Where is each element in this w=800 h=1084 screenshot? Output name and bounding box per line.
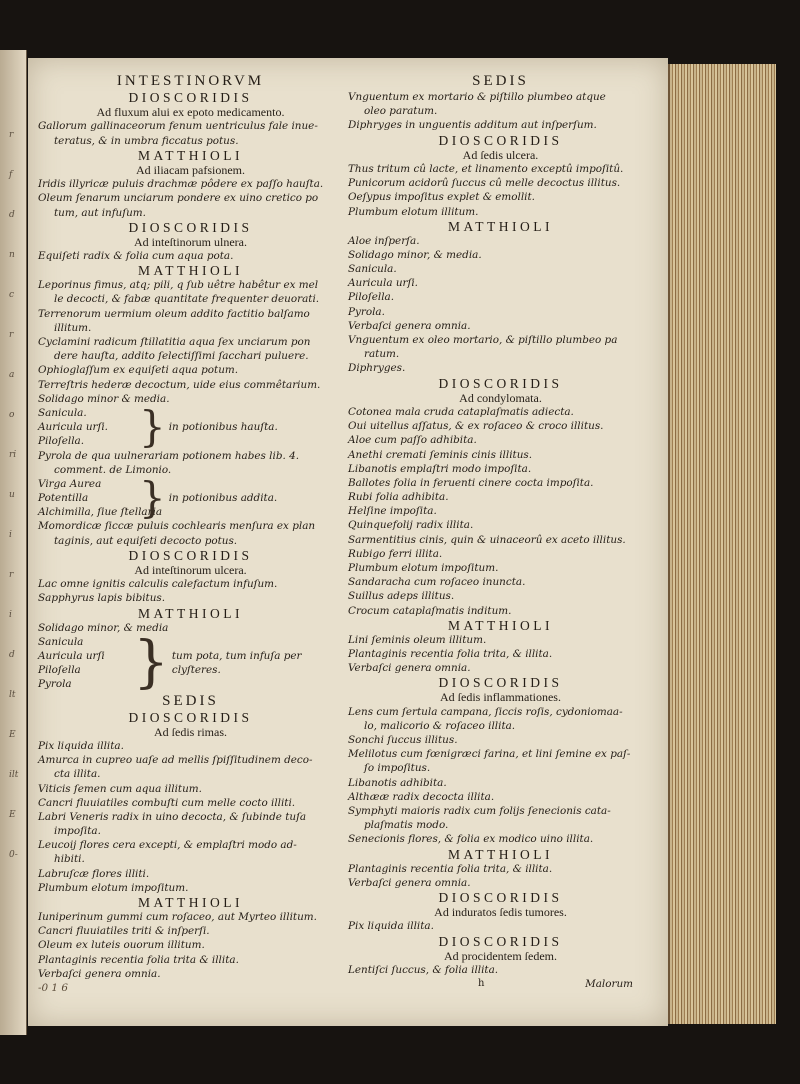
author-heading: DIOSCORIDIS (438, 889, 563, 905)
remedy-line: Aloe inſperſa. (348, 234, 420, 247)
remedy-line: Diphryges. (348, 362, 406, 375)
remedy-line: Suillus adeps illitus. (348, 590, 455, 603)
author-heading: DIOSCORIDIS (438, 933, 563, 949)
margin-fragment: r (9, 570, 14, 580)
margin-fragment: a (9, 370, 15, 380)
brace-icon: } (139, 473, 166, 523)
remedy-line: Senecionis flores, & folia ex modico uino illita. (348, 833, 594, 846)
remedy-line: Sandaracha cum roſaceo inuncta. (348, 576, 526, 589)
margin-fragment: r (9, 130, 14, 140)
remedy-line: Althææ radix decocta illita. (348, 790, 495, 803)
remedy-line: Sapphyrus lapis bibitus. (38, 592, 166, 605)
brace-icon: } (133, 630, 169, 696)
remedy-line: Ballotes folia in feruenti cinere cocta impoſita. (348, 476, 594, 489)
remedy-line: Sarmentitius cinis, quin & uinaceorû ex aceto illitus. (348, 533, 626, 546)
margin-fragment: ilt (9, 770, 19, 780)
section-heading: Ad inteſtinorum ulnera. (134, 234, 247, 249)
section-heading: Ad induratos ſedis tumores. (434, 904, 567, 919)
remedy-line: Plantaginis recentia folia trita & illita. (38, 953, 239, 966)
remedy-line: Plantaginis recentia folia trita, & illita. (348, 862, 553, 875)
remedy-line: Leucoij flores cera excepti, & emplaſtri modo ad- (38, 839, 297, 852)
remedy-continuation: le decocti, & fabæ quantitate frequenter deuorati. (54, 293, 320, 306)
remedy-line: Verbaſci genera omnia. (38, 967, 161, 980)
remedy-line: Verbaſci genera omnia. (348, 319, 471, 332)
margin-fragment: lt (9, 690, 16, 700)
margin-fragment: E (9, 730, 16, 740)
remedy-continuation: ſo impoſitus. (364, 762, 431, 775)
author-heading: MATTHIOLI (448, 617, 553, 633)
margin-fragment: o (9, 410, 15, 420)
remedy-continuation: hibiti. (54, 853, 85, 866)
margin-fragment: f (9, 170, 13, 180)
remedy-name: Auricula urſi. (38, 421, 108, 434)
remedy-line: Amurca in cupreo uaſe ad mellis ſpiſſitudinem deco- (38, 754, 313, 767)
remedy-line: Libanotis emplaſtri modo impoſita. (348, 462, 532, 475)
margin-fragment: i (9, 530, 12, 540)
remedy-continuation: illitum. (54, 321, 92, 334)
remedy-continuation: comment. de Limonio. (54, 463, 172, 476)
author-heading: DIOSCORIDIS (128, 219, 253, 235)
left-column (38, 72, 343, 995)
author-heading: DIOSCORIDIS (438, 132, 563, 148)
remedy-line: Momordicæ ſiccæ puluis cochlearis menſura ex plan (38, 520, 316, 533)
braced-group (38, 630, 343, 696)
remedy-line: Vnguentum ex mortario & piſtillo plumbeo atque (348, 91, 606, 103)
remedy-line: Sonchi ſuccus illitus. (348, 734, 458, 747)
remedy-line: Pix liquida illita. (38, 739, 124, 752)
remedy-line: Oeſypus impoſitus explet & emollit. (348, 191, 535, 204)
margin-fragment: u (9, 490, 15, 500)
remedy-line: Verbaſci genera omnia. (348, 662, 471, 675)
remedy-line: Plumbum elotum impoſitum. (348, 562, 499, 575)
margin-fragment: E (9, 810, 16, 820)
remedy-line: Plumbum elotum impoſitum. (38, 881, 189, 894)
remedy-line: Gallorum gallinaceorum fenum uentriculus fale inue- (38, 120, 318, 133)
remedy-line: Lentiſci ſuccus, & folia illita. (348, 963, 499, 976)
remedy-continuation: impoſita. (54, 825, 101, 838)
section-heading: Ad ſedis rimas. (154, 724, 227, 739)
section-heading: Ad ſedis inflammationes. (440, 690, 561, 705)
remedy-line: Lini ſeminis oleum illitum. (348, 633, 487, 646)
brace-text: in potionibus addita. (168, 492, 278, 505)
catchword: Malorum (585, 978, 633, 991)
remedy-line: Terrenorum uermium oleum addito factitio balſamo (38, 307, 310, 320)
running-head: SEDIS (472, 73, 529, 89)
author-heading: DIOSCORIDIS (438, 675, 563, 691)
remedy-line: Oui uitellus aſſatus, & ex roſaceo & croco illitus. (348, 420, 604, 433)
remedy-line: Piloſella. (348, 291, 395, 304)
remedy-line: Vnguentum ex oleo mortario, & piſtillo plumbeo pa (348, 334, 618, 347)
remedy-line: Pyrola. (348, 305, 385, 318)
author-heading: MATTHIOLI (138, 605, 243, 621)
remedy-line: Oleum ex luteis ouorum illitum. (38, 939, 205, 952)
section-heading: Ad fluxum alui ex epoto medicamento. (96, 105, 285, 119)
remedy-line: Lac omne ignitis calculis calefactum infuſum. (38, 578, 278, 591)
remedy-name: Piloſella (38, 664, 81, 677)
remedy-name: Virga Aurea (38, 477, 102, 490)
remedy-line: Helſine impoſita. (348, 505, 437, 518)
remedy-line: Punicorum acidorû ſuccus cû melle decoctus illitus. (348, 177, 621, 190)
remedy-continuation: taginis, aut equiſeti decocto potus. (54, 534, 238, 547)
remedy-line: Symphyti maioris radix cum folijs ſenecionis cata- (348, 805, 611, 818)
remedy-line: Quinquefolij radix illita. (348, 519, 474, 532)
author-heading: MATTHIOLI (138, 895, 243, 911)
page-mark: -0 1 6 (38, 981, 68, 994)
author-heading: DIOSCORIDIS (128, 547, 253, 563)
remedy-line: Rubi folia adhibita. (348, 491, 449, 504)
remedy-line: Cancri fluuiatiles combuſti cum melle cocto illiti. (38, 796, 296, 809)
remedy-name: Sanicula (38, 635, 84, 648)
remedy-line: Lens cum ſertula campana, ſiccis roſis, cydoniomaa- (348, 705, 623, 718)
remedy-line: Labri Veneris radix in uino decocta, & ſubinde tuſa (38, 810, 307, 823)
remedy-line: Aloe cum paſſo adhibita. (348, 434, 477, 447)
margin-fragment: n (9, 250, 15, 260)
remedy-line: Oleum ſenarum unciarum pondere ex uino cretico po (38, 192, 319, 205)
remedy-name: Auricula urſi (38, 650, 105, 662)
braced-group (38, 402, 343, 452)
remedy-line: Pix liquida illita. (348, 920, 434, 933)
remedy-line: Anethi cremati ſeminis cinis illitus. (348, 448, 533, 461)
author-heading: MATTHIOLI (448, 218, 553, 234)
remedy-line: Plumbum elotum illitum. (348, 205, 479, 218)
section-heading: Ad iliacam pafsionem. (136, 162, 245, 177)
remedy-line: Equiſeti radix & folia cum aqua pota. (38, 250, 234, 263)
remedy-line: Pyrola de qua uulnerariam potionem habes lib. 4. (38, 449, 299, 462)
remedy-continuation: lo, malicorio & roſaceo illita. (364, 719, 516, 732)
author-heading: DIOSCORIDIS (128, 90, 253, 105)
book-page (28, 58, 668, 1026)
author-heading: MATTHIOLI (138, 147, 243, 163)
remedy-line: Labruſcæ flores illiti. (38, 867, 150, 880)
margin-fragment: i (9, 610, 12, 620)
section-heading: Ad procidentem ſedem. (444, 948, 557, 963)
author-heading: DIOSCORIDIS (438, 375, 563, 391)
brace-text: tum pota, tum infuſa per clyſteres. (171, 650, 302, 677)
margin-fragment: ri (9, 450, 17, 460)
remedy-continuation: plaſmatis modo. (364, 819, 449, 832)
remedy-line: Cancri fluuiatiles triti & inſperſi. (38, 925, 210, 938)
author-heading: DIOSCORIDIS (128, 709, 253, 725)
page-edges (668, 64, 776, 1024)
remedy-name: Potentilla (38, 492, 89, 505)
remedy-continuation: dere hauſta, addito ſelectiſſimi ſacchari puluere. (54, 350, 309, 363)
running-head: INTESTINORVM (116, 73, 265, 89)
remedy-continuation: ratum. (364, 348, 400, 361)
remedy-name: Piloſella. (38, 435, 85, 448)
author-heading: MATTHIOLI (448, 846, 553, 862)
catchword-line (348, 977, 653, 991)
remedy-continuation: tum, aut infuſum. (54, 206, 146, 219)
margin-fragment: 0- (9, 850, 18, 860)
remedy-line: Solidago minor, & media. (348, 248, 482, 261)
remedy-line: Auricula urſi. (348, 277, 418, 290)
braced-group (38, 473, 343, 523)
remedy-line: Crocum cataplaſmatis inditum. (348, 604, 512, 617)
margin-fragment: c (9, 290, 15, 300)
remedy-name: Alchimilla, ſiue ſtellaria (38, 506, 163, 519)
brace-icon: } (139, 402, 166, 452)
remedy-line: Rubigo ferri illita. (348, 547, 443, 560)
section-heading: Ad inteſtinorum ulcera. (134, 562, 247, 577)
remedy-line: Cyclamini radicum ſtillatitia aqua ſex unciarum pon (38, 336, 311, 349)
remedy-line: Iridis illyricæ puluis drachmæ pôdere ex paſſo hauſta. (38, 178, 324, 191)
remedy-line: Libanotis adhibita. (348, 776, 447, 789)
right-column (348, 72, 653, 991)
remedy-line: Verbaſci genera omnia. (348, 876, 471, 889)
margin-fragment: r (9, 330, 14, 340)
section-heading: Ad ſedis ulcera. (462, 147, 539, 162)
remedy-line: Ophioglaſſum ex equiſeti aqua potum. (38, 364, 239, 377)
margin-fragment: d (9, 210, 15, 220)
remedy-name: Sanicula. (38, 406, 87, 419)
remedy-line: Thus tritum cû lacte, et linamento exceptû impoſitû. (348, 162, 624, 175)
remedy-continuation: teratus, & in umbra ficcatus potus. (54, 134, 239, 147)
remedy-continuation: oleo paratum. (364, 105, 438, 118)
remedy-line: Plantaginis recentia folia trita, & illita. (348, 647, 553, 660)
remedy-continuation: cta illita. (54, 768, 101, 781)
signature-mark: h (478, 978, 485, 990)
remedy-line: Iuniperinum gummi cum roſaceo, aut Myrteo illitum. (38, 911, 317, 924)
remedy-line: Sanicula. (348, 263, 397, 276)
remedy-line: Melilotus cum fœnigræci farina, et lini ſemine ex paſ- (348, 748, 631, 761)
remedy-name: Pyrola (38, 678, 72, 691)
remedy-line: Cotonea mala cruda cataplaſmatis adiecta. (348, 405, 574, 418)
facing-page-edge (0, 50, 27, 1035)
author-heading: MATTHIOLI (138, 263, 243, 279)
brace-text: in potionibus hauſta. (168, 421, 278, 434)
remedy-line: Solidago minor & media. (38, 392, 170, 405)
remedy-line: Solidago minor, & media (38, 621, 169, 634)
section-heading: Ad condylomata. (459, 390, 542, 405)
margin-fragment: d (9, 650, 15, 660)
remedy-line: Leporinus fimus, atq; pili, q ſub uêtre habêtur ex mel (38, 279, 319, 292)
remedy-line: Diphryges in unguentis additum aut inſperſum. (348, 119, 597, 132)
running-head: SEDIS (162, 692, 219, 709)
remedy-line: Terreſtris hederæ decoctum, uide eius commêtarium. (38, 378, 321, 391)
remedy-line: Viticis ſemen cum aqua illitum. (38, 782, 202, 795)
